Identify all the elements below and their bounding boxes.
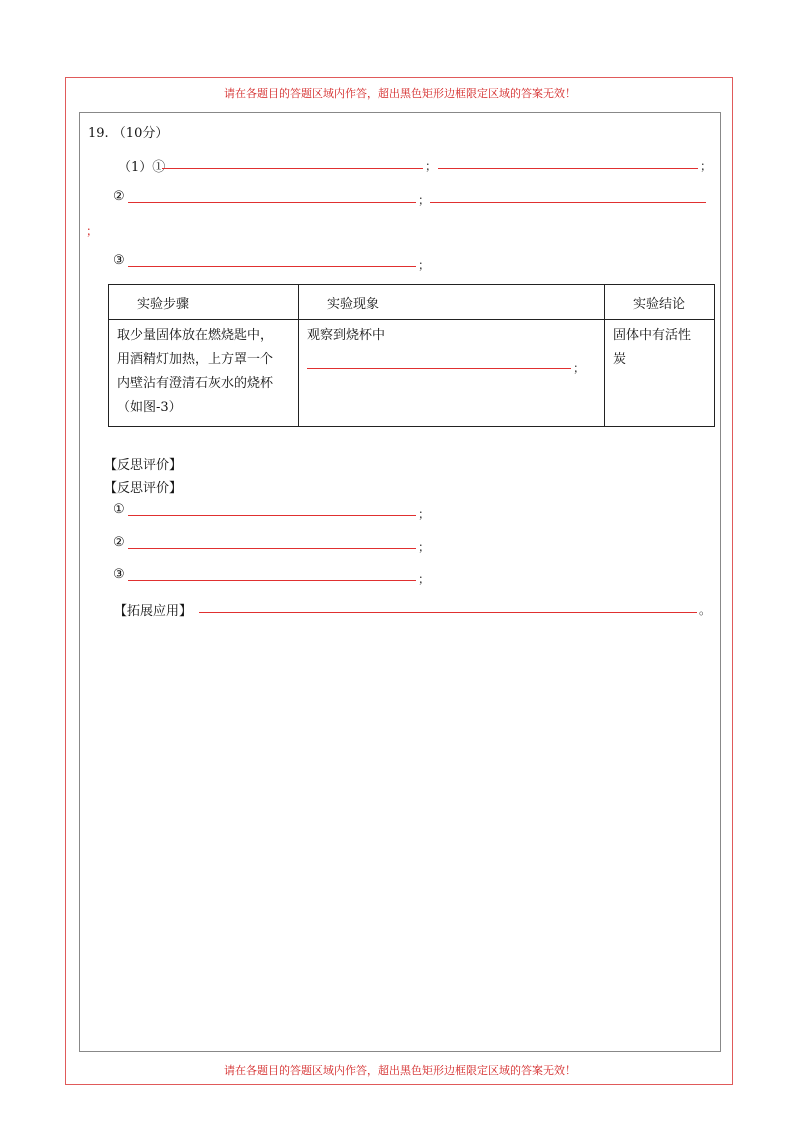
phenomenon-cell [299,320,605,427]
reflection-blank-2[interactable] [128,548,416,549]
top-notice: 请在各题目的答题区域内作答，超出黑色矩形边框限定区域的答案无效！ [224,87,576,100]
step-cell: 取少量固体放在燃烧匙中， 用酒精灯加热，上方罩一个 内壁沾有澄清石灰水的烧杯 （如图-3） [109,320,299,427]
extension-end: 。 [699,603,712,617]
separator: ； [700,159,713,173]
answer-blank-2b[interactable] [430,202,706,203]
separator: ； [418,193,431,207]
phenomenon-blank[interactable] [307,368,571,369]
conclusion-cell: 固体中有活性 炭 [605,320,715,427]
part1-label: （1）① [118,160,166,175]
table-row [109,320,715,427]
separator: ； [418,572,431,586]
separator: ； [418,258,431,272]
phenomenon-text: 观察到烧杯中 [307,328,386,343]
experiment-table [108,284,715,427]
overflow-semicolon: ； [86,224,99,238]
header-step: 实验步骤 [109,285,299,320]
extension-blank[interactable] [199,612,697,613]
separator: ； [418,507,431,521]
extension-label: 【拓展应用】 [114,604,193,619]
reflection-mark-3: ③ [113,567,125,582]
reflection-blank-3[interactable] [128,580,416,581]
answer-blank-2a[interactable] [128,202,416,203]
bottom-notice: 请在各题目的答题区域内作答，超出黑色矩形边框限定区域的答案无效！ [224,1064,576,1077]
answer-blank-1b[interactable] [438,168,698,169]
answer-blank-3[interactable] [128,266,416,267]
question-header: 19. （10分） [88,126,169,141]
answer-blank-1a[interactable] [162,168,423,169]
answer-area-inner-border [79,112,721,1052]
mark-2: ② [113,189,125,204]
reflection-blank-1[interactable] [128,515,416,516]
header-conclusion: 实验结论 [605,285,715,320]
reflection-heading: 【反思评价】 [104,458,183,473]
header-phenomenon: 实验现象 [299,285,605,320]
separator: ； [425,159,438,173]
separator: ； [418,540,431,554]
mark-3: ③ [113,253,125,268]
phenomenon-end: ； [573,361,586,375]
reflection-mark-1: ① [113,502,125,517]
table-header-row [109,285,715,320]
reflection-heading-repeat: 【反思评价】 [104,481,183,496]
reflection-mark-2: ② [113,535,125,550]
